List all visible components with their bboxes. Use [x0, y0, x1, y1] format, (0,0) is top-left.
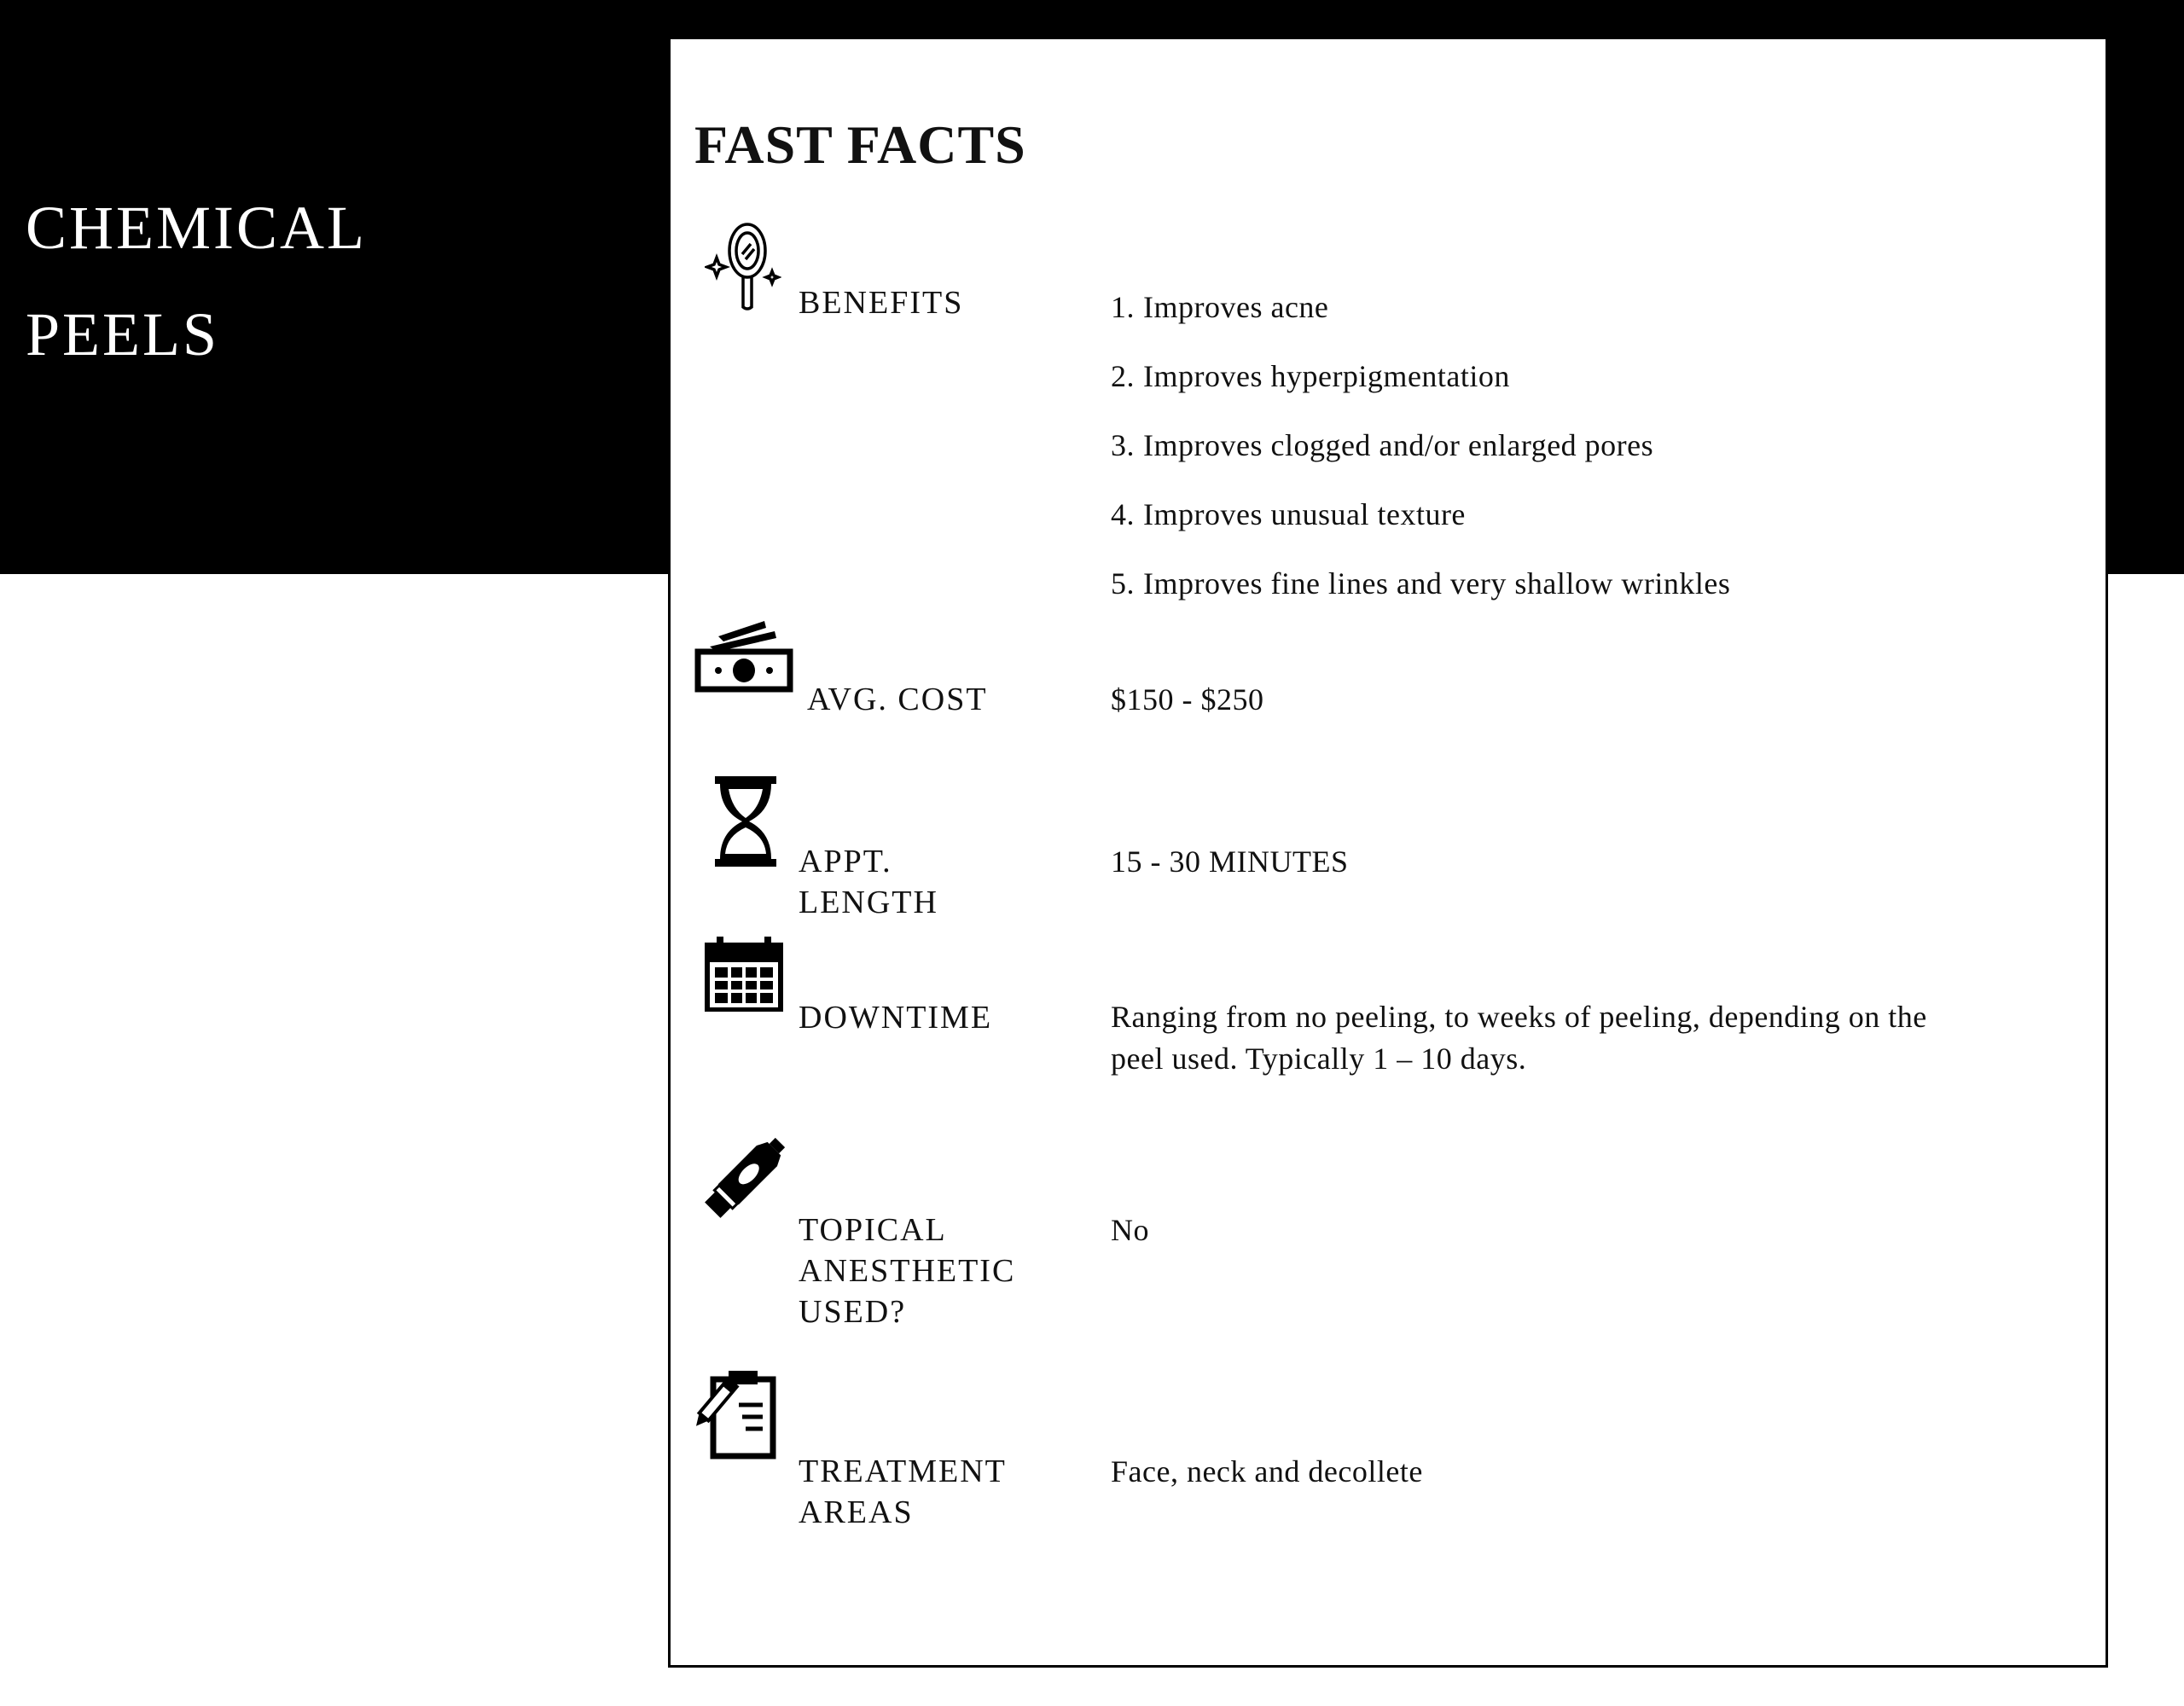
page-title-line2: PEELS — [26, 300, 220, 368]
list-item: 3. Improves clogged and/or enlarged pores — [1111, 428, 1654, 462]
page-title-line1: CHEMICAL — [26, 194, 367, 262]
avg-cost-value: $150 - $250 — [1111, 682, 1264, 717]
downtime-value-line1: Ranging from no peeling, to weeks of peeling, depending on the — [1111, 1000, 1927, 1034]
treatment-areas-label — [799, 1451, 1007, 1533]
topical-anesthetic-label-line1: TOPICAL — [799, 1212, 947, 1248]
topical-anesthetic-label — [799, 1210, 1015, 1332]
calendar-icon — [705, 937, 783, 1012]
hourglass-icon — [713, 776, 778, 867]
ointment-tube-icon — [701, 1128, 795, 1221]
hand-mirror-icon — [705, 217, 781, 312]
card-title: FAST FACTS — [694, 114, 1026, 175]
topical-anesthetic-value: No — [1111, 1213, 1149, 1247]
money-icon — [694, 619, 795, 693]
benefits-list — [1111, 287, 1730, 632]
benefits-label: BENEFITS — [799, 285, 964, 321]
topical-anesthetic-label-line2: ANESTHETIC — [799, 1253, 1016, 1289]
downtime-label: DOWNTIME — [799, 1000, 993, 1036]
topical-anesthetic-label-line3: USED? — [799, 1294, 907, 1330]
appt-length-label-line2: LENGTH — [799, 885, 938, 920]
downtime-value — [1111, 996, 2066, 1080]
clipboard-icon — [694, 1367, 783, 1461]
page-title — [26, 175, 367, 388]
treatment-areas-label-line2: AREAS — [799, 1494, 914, 1530]
appt-length-value: 15 - 30 MINUTES — [1111, 844, 1349, 879]
appt-length-label — [799, 841, 938, 923]
appt-length-label-line1: APPT. — [799, 844, 892, 879]
list-item: 5. Improves fine lines and very shallow wrinkles — [1111, 566, 1731, 601]
avg-cost-label: AVG. COST — [807, 682, 988, 717]
fast-facts-card — [668, 37, 2108, 1668]
treatment-areas-label-line1: TREATMENT — [799, 1454, 1007, 1489]
list-item: 1. Improves acne — [1111, 290, 1329, 324]
list-item: 4. Improves unusual texture — [1111, 497, 1466, 531]
list-item: 2. Improves hyperpigmentation — [1111, 359, 1510, 393]
treatment-areas-value: Face, neck and decollete — [1111, 1454, 1423, 1488]
downtime-value-line2: peel used. Typically 1 – 10 days. — [1111, 1042, 1527, 1076]
